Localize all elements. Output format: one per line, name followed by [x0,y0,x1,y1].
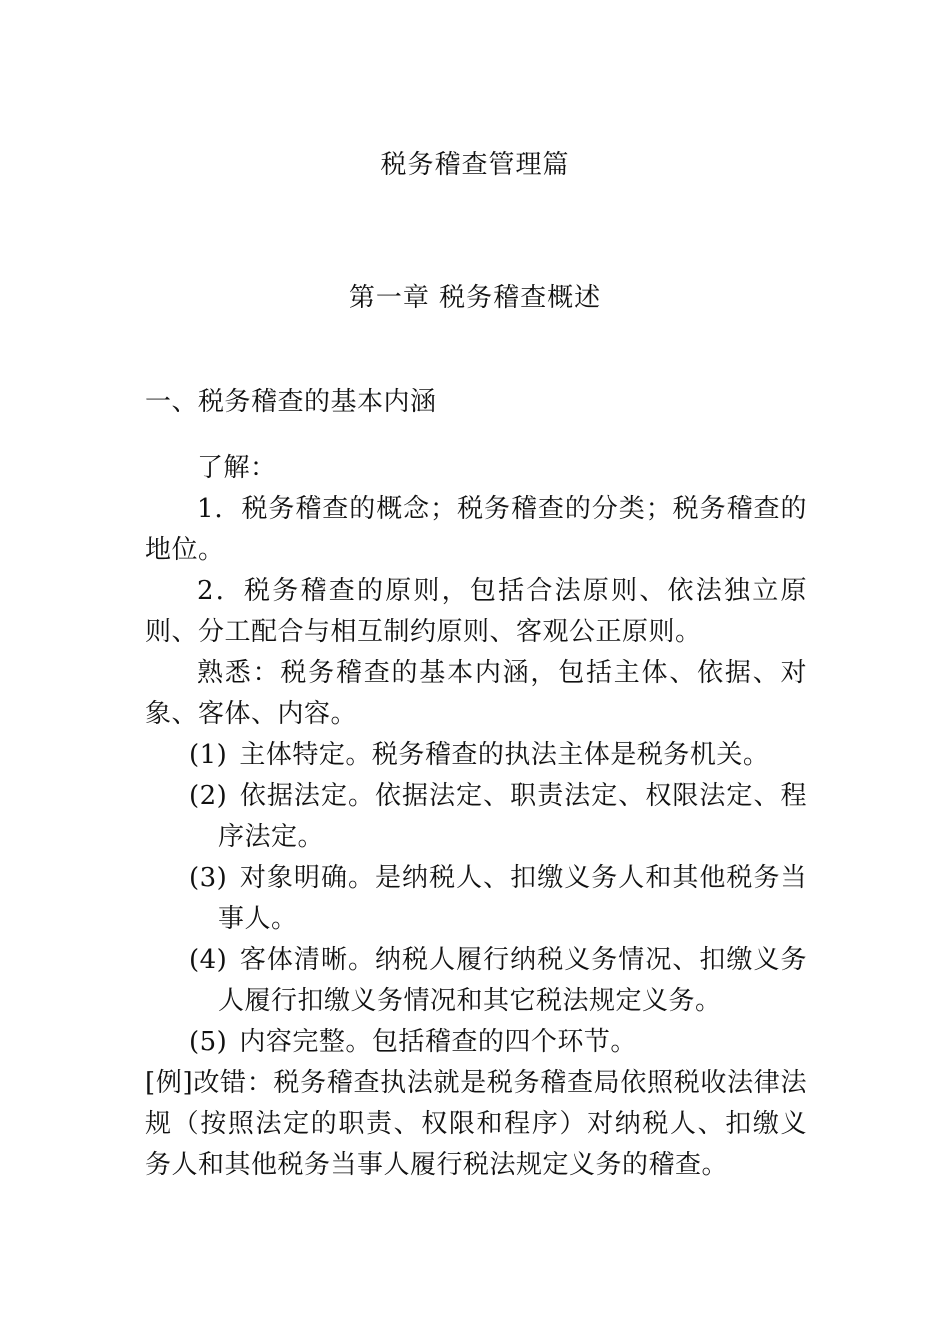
understand-label: 了解： [197,453,277,483]
list-item [145,940,807,1022]
list-item-text: 内容完整。包括稽查的四个环节。 [239,1027,637,1057]
chapter-heading: 第一章 税务稽查概述 [348,283,602,313]
familiar-paragraph: 熟悉：税务稽查的基本内涵，包括主体、依据、对象、客体、内容。 [145,658,807,729]
list-item-text: 对象明确。是纳税人、扣缴义务人和其他税务当事人。 [218,863,807,934]
list-item-text: 依据法定。依据法定、职责法定、权限法定、程序法定。 [218,781,807,852]
list-item [145,858,807,940]
list-item [145,735,807,776]
list-item-text: 主体特定。税务稽查的执法主体是税务机关。 [239,740,770,770]
list-item-text: 客体清晰。纳税人履行纳税义务情况、扣缴义务人履行扣缴义务情况和其它税法规定义务。 [218,945,807,1016]
list-item [145,1022,807,1063]
list-item-number: (1) [189,740,228,770]
list-item-number: (5) [189,1027,228,1057]
document-title: 税务稽查管理篇 [380,150,570,180]
section-heading: 一、税务稽查的基本内涵 [145,387,437,417]
list-item-number: (2) [189,781,228,811]
example-paragraph: [例]改错：税务稽查执法就是税务稽查局依照税收法律法规（按照法定的职责、权限和程序）对纳税人、扣缴义务人和其他税务当事人履行税法规定义务的稽查。 [145,1068,807,1180]
list-item [145,776,807,858]
list-item-number: (3) [189,863,228,893]
list-item-number: (4) [189,945,228,975]
point-2: 2．税务稽查的原则，包括合法原则、依法独立原则、分工配合与相互制约原则、客观公正原则。 [145,576,807,647]
document-body [145,382,807,1186]
point-1: 1．税务稽查的概念；税务稽查的分类；税务稽查的地位。 [145,494,807,565]
